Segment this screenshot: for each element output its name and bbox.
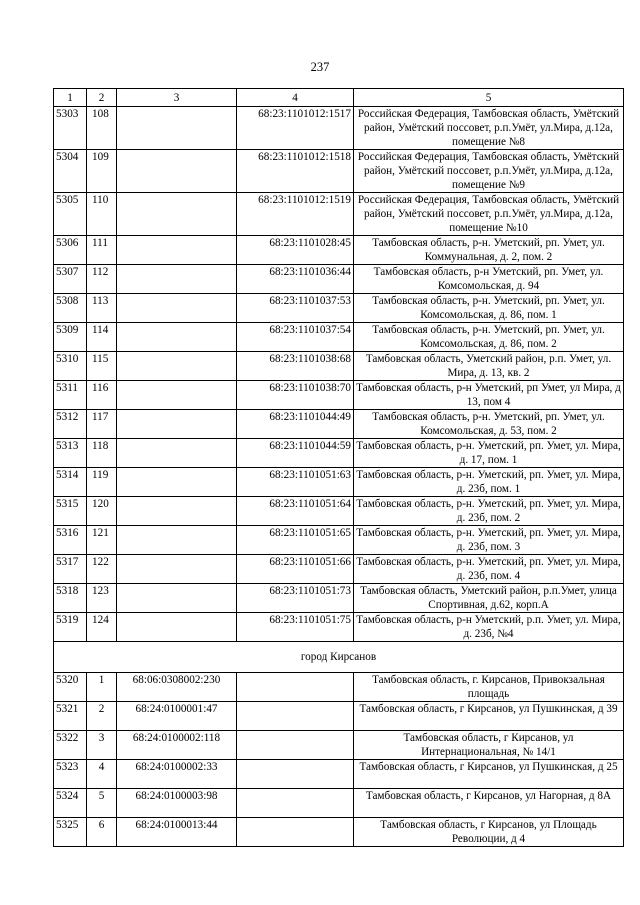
row-address: Тамбовская область, г. Кирсанов, Привокзальная площадь	[354, 673, 624, 702]
row-cadastral-number: 68:23:1101051:64	[237, 497, 354, 526]
row-cadastral-number: 68:23:1101044:49	[237, 410, 354, 439]
row-code	[117, 613, 237, 642]
row-index: 5318	[54, 584, 87, 613]
row-cadastral-number: 68:23:1101051:63	[237, 468, 354, 497]
row-cadastral-number: 68:23:1101037:53	[237, 294, 354, 323]
row-address: Тамбовская область, р-н Уметский, рп Умет, ул Мира, д 13, пом 4	[354, 381, 624, 410]
row-index: 5315	[54, 497, 87, 526]
row-number: 119	[87, 468, 117, 497]
table-row	[54, 323, 624, 352]
page-number: 237	[310, 60, 330, 74]
row-index: 5303	[54, 107, 87, 150]
row-address: Тамбовская область, р-н. Уметский, рп. Умет, ул. Мира, д. 17, пом. 1	[354, 439, 624, 468]
row-code: 68:24:0100001:47	[117, 702, 237, 731]
column-header-3: 3	[117, 89, 237, 107]
table-row	[54, 555, 624, 584]
row-address: Тамбовская область, р-н. Уметский, рп. Умет, ул. Мира, д. 23б, пом. 4	[354, 555, 624, 584]
row-address: Тамбовская область, р-н. Уметский, рп. Умет, ул. Комсомольская, д. 86, пом. 1	[354, 294, 624, 323]
table-row	[54, 439, 624, 468]
row-code	[117, 352, 237, 381]
row-code	[117, 265, 237, 294]
row-number: 121	[87, 526, 117, 555]
row-code	[117, 555, 237, 584]
row-number: 115	[87, 352, 117, 381]
row-cadastral-number: 68:23:1101038:70	[237, 381, 354, 410]
row-address: Тамбовская область, р-н. Уметский, рп. Умет, ул. Коммунальная, д. 2, пом. 2	[354, 236, 624, 265]
row-index: 5308	[54, 294, 87, 323]
row-address: Тамбовская область, г Кирсанов, ул Интернациональная, № 14/1	[354, 731, 624, 760]
row-code	[117, 150, 237, 193]
registry-table	[53, 88, 624, 847]
row-code: 68:06:0308002:230	[117, 673, 237, 702]
table-row	[54, 789, 624, 818]
row-index: 5305	[54, 193, 87, 236]
row-number: 4	[87, 760, 117, 789]
table-row	[54, 497, 624, 526]
row-address: Тамбовская область, г Кирсанов, ул Пушкинская, д 25	[354, 760, 624, 789]
section-title: город Кирсанов	[54, 642, 624, 673]
row-cadastral-number	[237, 760, 354, 789]
row-number: 5	[87, 789, 117, 818]
row-cadastral-number	[237, 731, 354, 760]
column-header-5: 5	[354, 89, 624, 107]
row-index: 5324	[54, 789, 87, 818]
row-cadastral-number: 68:23:1101036:44	[237, 265, 354, 294]
row-index: 5317	[54, 555, 87, 584]
row-address: Тамбовская область, р-н Уметский, рп. Умет, ул. Комсомольская, д. 94	[354, 265, 624, 294]
table-row	[54, 526, 624, 555]
row-address: Тамбовская область, р-н Уметский, р.п. Умет, ул. Мира, д. 23б, №4	[354, 613, 624, 642]
row-code: 68:24:0100013:44	[117, 818, 237, 847]
row-cadastral-number: 68:23:1101044:59	[237, 439, 354, 468]
row-number: 124	[87, 613, 117, 642]
row-cadastral-number: 68:23:1101051:65	[237, 526, 354, 555]
row-index: 5319	[54, 613, 87, 642]
row-address: Тамбовская область, г Кирсанов, ул Площадь Революции, д 4	[354, 818, 624, 847]
table-row	[54, 150, 624, 193]
row-index: 5307	[54, 265, 87, 294]
row-address: Тамбовская область, Уметский район, р.п. Умет, ул. Мира, д. 13, кв. 2	[354, 352, 624, 381]
table-row	[54, 410, 624, 439]
row-code	[117, 497, 237, 526]
row-cadastral-number: 68:23:1101051:66	[237, 555, 354, 584]
row-cadastral-number: 68:23:1101051:73	[237, 584, 354, 613]
row-code	[117, 236, 237, 265]
row-number: 120	[87, 497, 117, 526]
row-address: Российская Федерация, Тамбовская область, Умётский район, Умётский поссовет, р.п.Умёт, ул.Мира, д.12а, помещение №9	[354, 150, 624, 193]
row-number: 109	[87, 150, 117, 193]
table-row	[54, 584, 624, 613]
row-cadastral-number	[237, 702, 354, 731]
table-row	[54, 818, 624, 847]
row-index: 5320	[54, 673, 87, 702]
row-address: Тамбовская область, р-н. Уметский, рп. Умет, ул. Комсомольская, д. 53, пом. 2	[354, 410, 624, 439]
table-row	[54, 352, 624, 381]
row-code	[117, 323, 237, 352]
row-index: 5322	[54, 731, 87, 760]
column-header-4: 4	[237, 89, 354, 107]
row-address: Тамбовская область, р-н. Уметский, рп. Умет, ул. Мира, д. 23б, пом. 1	[354, 468, 624, 497]
row-code	[117, 410, 237, 439]
table-row	[54, 107, 624, 150]
table-row	[54, 381, 624, 410]
row-cadastral-number	[237, 818, 354, 847]
row-index: 5313	[54, 439, 87, 468]
row-address: Тамбовская область, Уметский район, р.п.Умет, улица Спортивная, д.62, корп.А	[354, 584, 624, 613]
row-address: Российская Федерация, Тамбовская область, Умётский район, Умётский поссовет, р.п.Умёт, ул.Мира, д.12а, помещение №10	[354, 193, 624, 236]
row-code: 68:24:0100003:98	[117, 789, 237, 818]
row-number: 116	[87, 381, 117, 410]
row-code	[117, 107, 237, 150]
row-cadastral-number: 68:23:1101051:75	[237, 613, 354, 642]
row-cadastral-number: 68:23:1101012:1519	[237, 193, 354, 236]
table-row	[54, 702, 624, 731]
section-row	[54, 642, 624, 673]
row-number: 3	[87, 731, 117, 760]
row-index: 5310	[54, 352, 87, 381]
row-cadastral-number: 68:23:1101038:68	[237, 352, 354, 381]
row-index: 5316	[54, 526, 87, 555]
column-header-2: 2	[87, 89, 117, 107]
table-row	[54, 468, 624, 497]
row-address: Тамбовская область, р-н. Уметский, рп. Умет, ул. Мира, д. 23б, пом. 2	[354, 497, 624, 526]
table-row	[54, 294, 624, 323]
row-number: 108	[87, 107, 117, 150]
row-number: 122	[87, 555, 117, 584]
table-row	[54, 193, 624, 236]
row-number: 1	[87, 673, 117, 702]
row-code	[117, 468, 237, 497]
row-cadastral-number: 68:23:1101037:54	[237, 323, 354, 352]
row-code	[117, 381, 237, 410]
row-cadastral-number	[237, 673, 354, 702]
row-number: 111	[87, 236, 117, 265]
row-index: 5314	[54, 468, 87, 497]
row-index: 5306	[54, 236, 87, 265]
table-row	[54, 731, 624, 760]
row-index: 5309	[54, 323, 87, 352]
row-number: 110	[87, 193, 117, 236]
row-address: Российская Федерация, Тамбовская область, Умётский район, Умётский поссовет, р.п.Умёт, ул.Мира, д.12а, помещение №8	[354, 107, 624, 150]
row-cadastral-number: 68:23:1101028:45	[237, 236, 354, 265]
row-number: 113	[87, 294, 117, 323]
row-code: 68:24:0100002:33	[117, 760, 237, 789]
row-number: 118	[87, 439, 117, 468]
row-code: 68:24:0100002:118	[117, 731, 237, 760]
row-code	[117, 439, 237, 468]
row-index: 5323	[54, 760, 87, 789]
registry-table-body	[54, 89, 624, 847]
row-number: 112	[87, 265, 117, 294]
row-code	[117, 294, 237, 323]
table-row	[54, 236, 624, 265]
row-number: 114	[87, 323, 117, 352]
row-address: Тамбовская область, г Кирсанов, ул Нагорная, д 8А	[354, 789, 624, 818]
row-index: 5325	[54, 818, 87, 847]
table-header-row	[54, 89, 624, 107]
row-code	[117, 193, 237, 236]
row-index: 5312	[54, 410, 87, 439]
row-index: 5321	[54, 702, 87, 731]
row-code	[117, 584, 237, 613]
row-cadastral-number: 68:23:1101012:1517	[237, 107, 354, 150]
row-number: 6	[87, 818, 117, 847]
row-cadastral-number: 68:23:1101012:1518	[237, 150, 354, 193]
row-address: Тамбовская область, г Кирсанов, ул Пушкинская, д 39	[354, 702, 624, 731]
table-row	[54, 760, 624, 789]
row-number: 117	[87, 410, 117, 439]
row-cadastral-number	[237, 789, 354, 818]
row-code	[117, 526, 237, 555]
column-header-1: 1	[54, 89, 87, 107]
table-row	[54, 673, 624, 702]
row-index: 5311	[54, 381, 87, 410]
row-number: 123	[87, 584, 117, 613]
row-address: Тамбовская область, р-н. Уметский, рп. Умет, ул. Комсомольская, д. 86, пом. 2	[354, 323, 624, 352]
row-number: 2	[87, 702, 117, 731]
row-index: 5304	[54, 150, 87, 193]
table-row	[54, 613, 624, 642]
row-address: Тамбовская область, р-н. Уметский, рп. Умет, ул. Мира, д. 23б, пом. 3	[354, 526, 624, 555]
table-row	[54, 265, 624, 294]
